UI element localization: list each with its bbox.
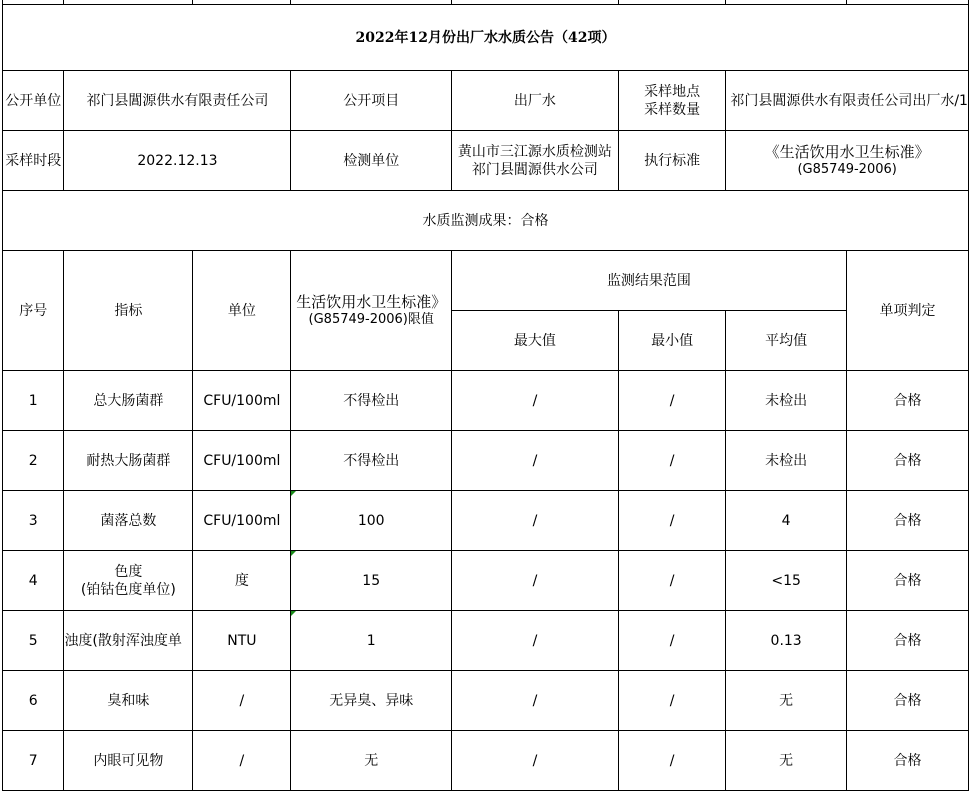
lab-value-line-1: 黄山市三江源水质检测站 xyxy=(457,143,612,160)
row-max[interactable]: / xyxy=(451,551,618,611)
lab-value[interactable] xyxy=(451,131,618,191)
row-indicator[interactable]: 臭和味 xyxy=(64,671,193,731)
row-seq[interactable]: 5 xyxy=(3,611,64,671)
row-min[interactable]: / xyxy=(618,731,725,791)
item-value[interactable]: 出厂水 xyxy=(451,71,618,131)
row-avg[interactable]: 4 xyxy=(726,491,847,551)
row-min[interactable]: / xyxy=(618,671,725,731)
row-indicator[interactable]: 菌落总数 xyxy=(64,491,193,551)
header-range[interactable]: 监测结果范围 xyxy=(451,251,846,311)
row-min[interactable]: / xyxy=(618,431,725,491)
table-row xyxy=(3,671,969,731)
site-label-line-1: 采样地点 xyxy=(644,83,701,100)
row-avg[interactable]: <15 xyxy=(726,551,847,611)
row-judge[interactable]: 合格 xyxy=(846,431,968,491)
row-seq[interactable]: 3 xyxy=(3,491,64,551)
table-row xyxy=(3,611,969,671)
table-row xyxy=(3,731,969,791)
row-indicator[interactable]: 内眼可见物 xyxy=(64,731,193,791)
row-limit[interactable]: 不得检出 xyxy=(291,371,451,431)
std-value-line-2: (G85749-2006) xyxy=(797,161,897,177)
site-label-line-2: 采样数量 xyxy=(644,101,701,118)
unit-label[interactable]: 公开单位 xyxy=(3,71,64,131)
row-limit[interactable]: 不得检出 xyxy=(291,431,451,491)
info-row-1 xyxy=(3,71,969,131)
table-row xyxy=(3,371,969,431)
row-unit[interactable]: CFU/100ml xyxy=(193,491,291,551)
row-judge[interactable]: 合格 xyxy=(846,731,968,791)
row-avg[interactable]: 0.13 xyxy=(726,611,847,671)
row-indicator[interactable]: 总大肠菌群 xyxy=(64,371,193,431)
row-avg[interactable]: 未检出 xyxy=(726,371,847,431)
row-indicator[interactable]: 浊度(散射浑浊度单 xyxy=(64,611,193,671)
row-indicator-line-1: 色度 xyxy=(114,563,143,580)
row-avg[interactable]: 无 xyxy=(726,671,847,731)
header-limit-line-2: (G85749-2006)限值 xyxy=(308,311,434,327)
table-row xyxy=(3,491,969,551)
row-limit[interactable]: 无异臭、异味 xyxy=(291,671,451,731)
row-judge[interactable]: 合格 xyxy=(846,671,968,731)
row-limit[interactable]: 15 xyxy=(291,551,451,611)
site-value[interactable]: 祁门县閶源供水有限责任公司出厂水/1 xyxy=(726,71,969,131)
header-row-1 xyxy=(3,251,969,311)
row-unit[interactable]: CFU/100ml xyxy=(193,431,291,491)
row-min[interactable]: / xyxy=(618,551,725,611)
row-max[interactable]: / xyxy=(451,431,618,491)
row-seq[interactable]: 2 xyxy=(3,431,64,491)
header-seq[interactable]: 序号 xyxy=(3,251,64,371)
header-judge[interactable]: 单项判定 xyxy=(846,251,968,371)
row-indicator-line-2: (铂钴色度单位) xyxy=(80,581,176,598)
unit-value[interactable]: 祁门县閶源供水有限责任公司 xyxy=(64,71,291,131)
row-indicator[interactable] xyxy=(64,551,193,611)
row-max[interactable]: / xyxy=(451,671,618,731)
row-min[interactable]: / xyxy=(618,491,725,551)
period-value[interactable]: 2022.12.13 xyxy=(64,131,291,191)
header-limit-line-1: 生活饮用水卫生标准》 xyxy=(296,292,447,311)
std-value[interactable] xyxy=(726,131,969,191)
row-unit[interactable]: / xyxy=(193,731,291,791)
header-min[interactable]: 最小值 xyxy=(618,311,725,371)
row-max[interactable]: / xyxy=(451,611,618,671)
lab-value-line-2: 祁门县閶源供水公司 xyxy=(471,161,598,178)
row-max[interactable]: / xyxy=(451,371,618,431)
period-label[interactable]: 采样时段 xyxy=(3,131,64,191)
page-title[interactable]: 2022年12月份出厂水水质公告（42项） xyxy=(3,5,969,71)
water-quality-sheet xyxy=(2,0,969,791)
table-row xyxy=(3,551,969,611)
row-min[interactable]: / xyxy=(618,371,725,431)
header-avg[interactable]: 平均值 xyxy=(726,311,847,371)
row-unit[interactable]: / xyxy=(193,671,291,731)
result-text[interactable]: 水质监测成果：合格 xyxy=(3,191,969,251)
item-label[interactable]: 公开项目 xyxy=(291,71,451,131)
row-limit[interactable]: 100 xyxy=(291,491,451,551)
row-max[interactable]: / xyxy=(451,491,618,551)
row-avg[interactable]: 无 xyxy=(726,731,847,791)
row-max[interactable]: / xyxy=(451,731,618,791)
row-seq[interactable]: 6 xyxy=(3,671,64,731)
row-avg[interactable]: 未检出 xyxy=(726,431,847,491)
row-judge[interactable]: 合格 xyxy=(846,491,968,551)
row-unit[interactable]: CFU/100ml xyxy=(193,371,291,431)
std-value-line-1: 《生活饮用水卫生标准》 xyxy=(764,142,930,161)
row-indicator[interactable]: 耐热大肠菌群 xyxy=(64,431,193,491)
std-label[interactable]: 执行标准 xyxy=(618,131,725,191)
header-limit[interactable] xyxy=(291,251,451,371)
row-seq[interactable]: 7 xyxy=(3,731,64,791)
lab-label[interactable]: 检测单位 xyxy=(291,131,451,191)
row-unit[interactable]: NTU xyxy=(193,611,291,671)
header-max[interactable]: 最大值 xyxy=(451,311,618,371)
site-label[interactable] xyxy=(618,71,725,131)
row-limit[interactable]: 无 xyxy=(291,731,451,791)
row-judge[interactable]: 合格 xyxy=(846,551,968,611)
table-row xyxy=(3,431,969,491)
header-unit[interactable]: 单位 xyxy=(193,251,291,371)
header-indicator[interactable]: 指标 xyxy=(64,251,193,371)
row-seq[interactable]: 4 xyxy=(3,551,64,611)
row-seq[interactable]: 1 xyxy=(3,371,64,431)
info-row-2 xyxy=(3,131,969,191)
row-limit[interactable]: 1 xyxy=(291,611,451,671)
row-min[interactable]: / xyxy=(618,611,725,671)
row-judge[interactable]: 合格 xyxy=(846,371,968,431)
row-unit[interactable]: 度 xyxy=(193,551,291,611)
row-judge[interactable]: 合格 xyxy=(846,611,968,671)
